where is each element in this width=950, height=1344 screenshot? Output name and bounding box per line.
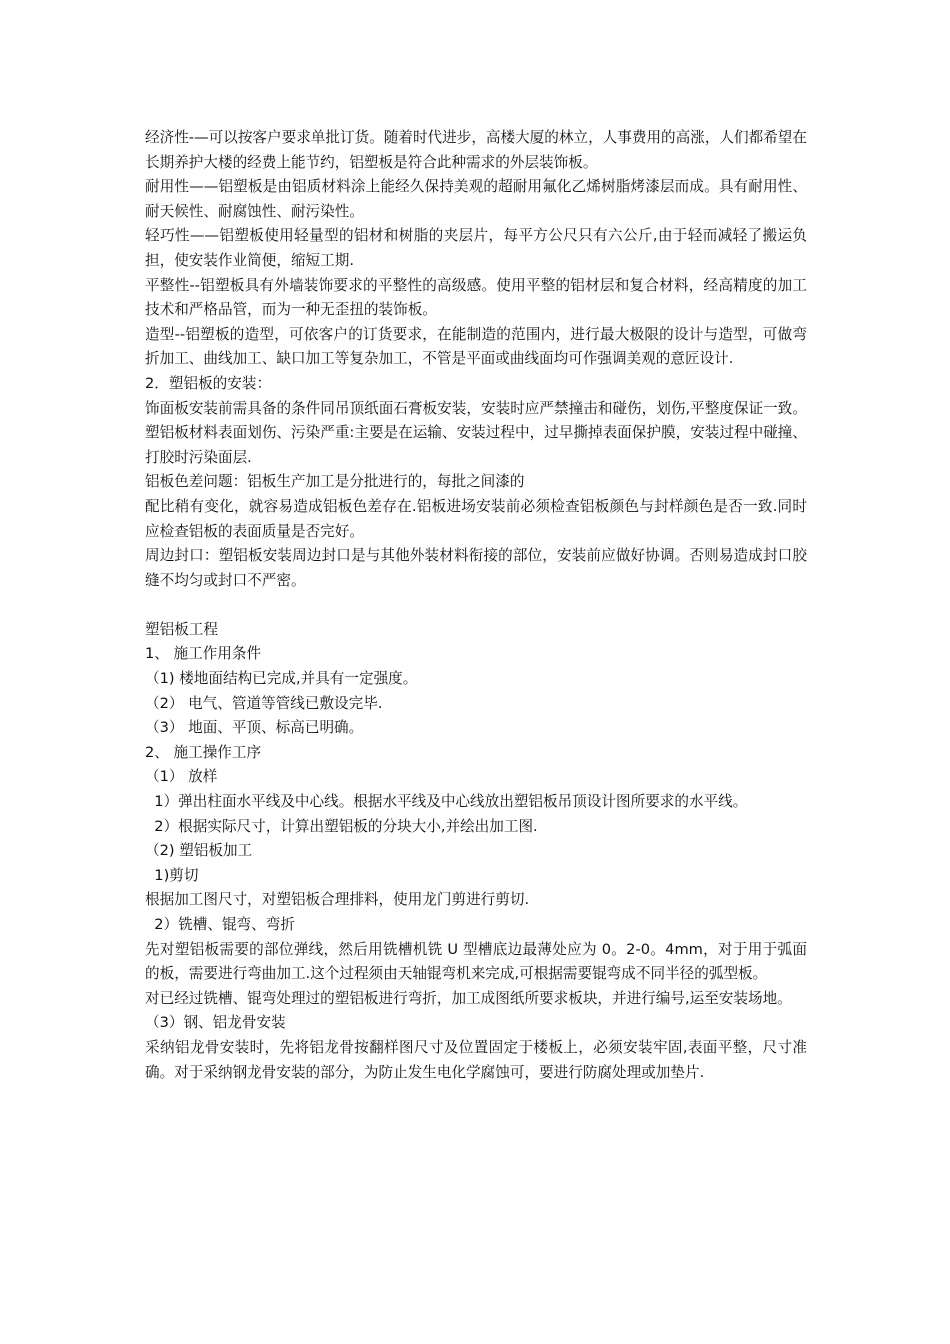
list-item-condition-2: （2） 电气、管道等管线已敷设完毕. <box>145 694 383 712</box>
paragraph-cutting: 根据加工图尺寸，对塑铝板合理排料，使用龙门剪进行剪切. <box>145 891 530 909</box>
paragraph-bending: 对已经过铣槽、锟弯处理过的塑铝板进行弯折，加工成图纸所要求板块，并进行编号,运至安装场地。 <box>145 989 792 1007</box>
heading-work-conditions: 1、 施工作用条件 <box>145 645 262 663</box>
paragraph-color-difference: 铝板色差问题：铝板生产加工是分批进行的，每批之间漆的 <box>145 473 525 491</box>
subheading-layout: （1） 放样 <box>145 768 218 786</box>
section-heading-installation: 2．塑铝板的安装： <box>145 374 272 392</box>
paragraph-economy: 经济性-—可以按客户要求单批订货。随着时代进步，高楼大厦的林立，人事费用的高涨，人们都希望在长期养护大楼的经费上能节约，铝塑板是符合此种需求的外层装饰板。 <box>145 129 807 171</box>
list-item-condition-1: （1) 楼地面结构已完成,并具有一定强度。 <box>145 670 418 688</box>
paragraph-milling: 先对塑铝板需要的部位弹线，然后用铣槽机铣 U 型槽底边最薄处应为 0。2-0。4mm，对于用于弧面的板，需要进行弯曲加工.这个过程须由天轴锟弯机来完成,可根据需要锟弯成不同半径的弧型板。 <box>145 940 807 983</box>
blank-line <box>145 593 807 618</box>
subheading-processing: （2) 塑铝板加工 <box>145 842 253 860</box>
step-milling: 2）铣槽、锟弯、弯折 <box>145 916 295 933</box>
paragraph-shaping: 造型--铝塑板的造型，可依客户的订货要求，在能制造的范围内，进行最大极限的设计与造型，可做弯折加工、曲线加工、缺口加工等复杂加工，不管是平面或曲线面均可作强调美观的意匠设计. <box>145 325 807 368</box>
list-item-condition-3: （3） 地面、平顶、标高已明确。 <box>145 719 364 737</box>
paragraph-lightness: 轻巧性——铝塑板使用轻量型的铝材和树脂的夹层片，每平方公尺只有六公斤,由于轻而减轻了搬运负担，使安装作业简便，缩短工期. <box>145 227 807 269</box>
paragraph-flatness: 平整性--铝塑板具有外墙装饰要求的平整性的高级感。使用平整的铝材层和复合材料，经高精度的加工技术和严格品管，而为一种无歪扭的装饰板。 <box>145 276 807 319</box>
subheading-keel-installation: （3）钢、铝龙骨安装 <box>145 1014 286 1032</box>
paragraph-keel-installation: 采纳铝龙骨安装时，先将铝龙骨按翻样图尺寸及位置固定于楼板上，必须安装牢固,表面平整，尺寸准确。对于采纳钢龙骨安装的部分，为防止发生电化学腐蚀可，要进行防腐处理或加垫片. <box>145 1038 807 1081</box>
step-layout-2: 2）根据实际尺寸，计算出塑铝板的分块大小,并绘出加工图. <box>145 817 538 835</box>
section-title-engineering: 塑铝板工程 <box>145 620 218 638</box>
step-cutting: 1)剪切 <box>145 866 199 884</box>
heading-work-procedure: 2、 施工操作工序 <box>145 743 262 761</box>
paragraph-durability: 耐用性——铝塑板是由铝质材料涂上能经久保持美观的超耐用氟化乙烯树脂烤漆层而成。具有耐用性、耐天候性、耐腐蚀性、耐污染性。 <box>145 178 807 220</box>
step-layout-1: 1）弹出柱面水平线及中心线。根据水平线及中心线放出塑铝板吊顶设计图所要求的水平线。 <box>145 793 748 811</box>
document-page <box>145 126 807 1085</box>
paragraph-installation-conditions: 饰面板安装前需具备的条件同吊顶纸面石膏板安装，安装时应严禁撞击和碰伤，划伤,平整度保证一致。塑铝板材料表面划伤、污染严重:主要是在运输、安装过程中，过早撕掉表面保护膜，安装过程中碰撞、打胶时污染面层. <box>145 399 807 466</box>
paragraph-edge-sealing: 周边封口：塑铝板安装周边封口是与其他外装材料衔接的部位，安装前应做好协调。否则易造成封口胶缝不均匀或封口不严密。 <box>145 547 807 589</box>
paragraph-color-difference-cont: 配比稍有变化，就容易造成铝板色差存在.铝板进场安装前必须检查铝板颜色与封样颜色是否一致.同时应检查铝板的表面质量是否完好。 <box>145 497 807 540</box>
